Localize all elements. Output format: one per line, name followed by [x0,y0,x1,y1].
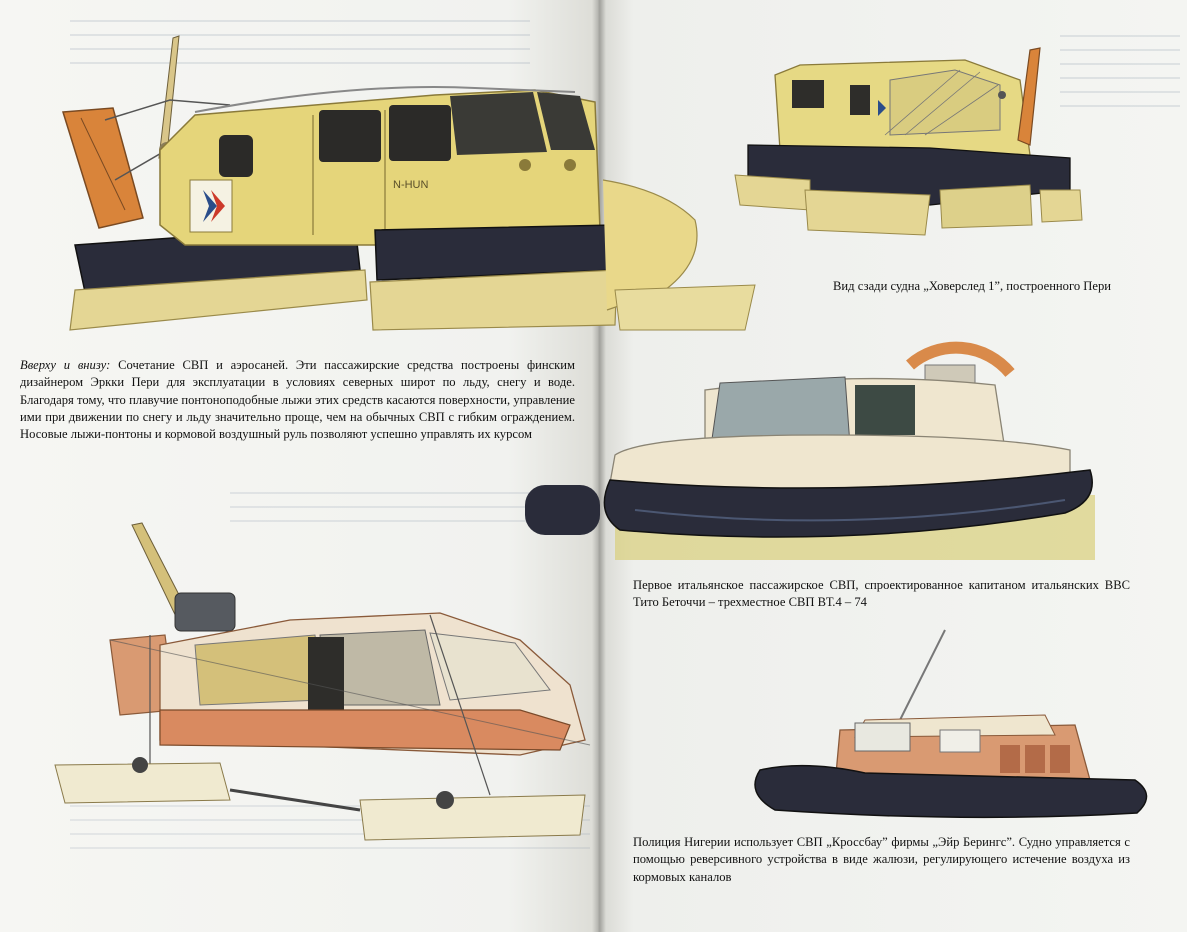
crossbow-hovercraft-illustration [745,625,1155,825]
nigeria-caption: Полиция Нигерии использует СВП „Кроссбау” фирмы „Эйр Берингс”. Судно управляется с помощью реверсивного устройства в виде жалюзи, регулирующего истечение воздуха из кормовых каналов [633,835,1130,884]
main-caption-text: Сочетание СВП и аэросаней. Эти пассажирские средства построены финским дизайнером Эркки Пери для эксплуатации в условиях северных широт по льду, снегу и воде. Благодаря тому, что плавучие понтоноподобные лыжи этих средств касаются поверхности, управление ими при движении по снегу и льду значительно проще, чем на обычных СВП с гибким ограждением. Носовые лыжи-понтоны и кормовой воздушный руль позволяют успешно управлять их курсом [20,358,576,442]
main-caption [20,357,575,443]
rear-view-caption: Вид сзади судна „Ховерслед 1”, построенного Пери [833,279,1111,293]
peri-float-hoversled-illustration [50,515,610,845]
rear-view-hoversled-illustration [730,40,1090,240]
italian-bt474-illustration [525,335,1105,565]
hull-plate-marking: N-HUN [393,179,429,191]
italian-caption: Первое итальянское пассажирское СВП, спроектированное капитаном итальянских ВВС Тито Беточчи – трехместное СВП ВТ.4 – 74 [633,578,1130,610]
main-caption-lead: Вверху и внизу: [20,358,111,372]
yellow-hoversled-illustration [55,30,765,340]
